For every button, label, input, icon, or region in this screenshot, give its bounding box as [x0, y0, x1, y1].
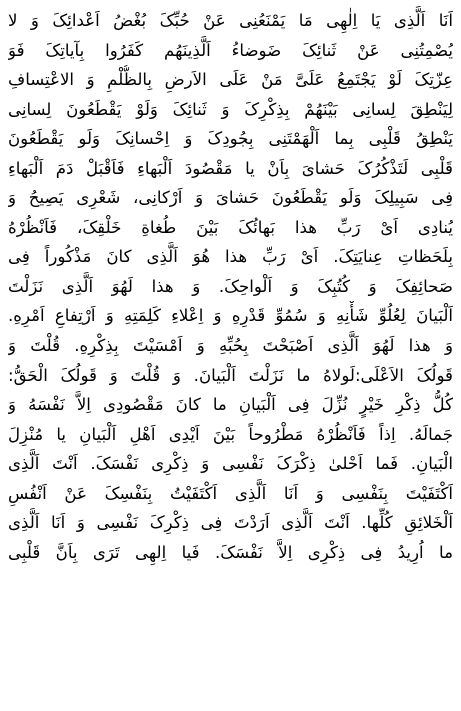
arabic-text-block: [8, 6, 453, 567]
text-line-10: صَحائِفِکَ وَ کُتُبِکَ وَ اَلْواحِکَ. وَ هذا لَهُوَ اَلَّذِی نَزَلْتَ: [8, 276, 453, 296]
text-line-11: اَلْبَیانَ لِعُلُوِّ شَأْنِهِ وَ سُمُوِّ قَدْرِهِ وَ اِعْلاءِ کَلِمَتِهِ وَ اَرْتِفاعِ اَمْرِهِ.: [8, 306, 453, 326]
text-line-16: الْبَیانِ. فَما اَحْلیٰ ذِکْرَکَ نَفْسِی وَ ذِکْرِی نَفْسَکَ. اَنْتَ اَلَّذِی: [8, 454, 453, 474]
text-line-7: فِی سَبِیلِکَ وَلَو یَقْطَعُونَ حَشایَ وَ اَرْکانِی، شَعْرِی یَصِیحُ وَ: [8, 188, 453, 208]
text-line-17: اَکْتَفَیْتَ بِنَفْسِی وَ اَنَا اَلَّذِی اَکْتَفَیْتُ بِنَفْسِکَ عَنْ اَنْفُسِ: [8, 483, 453, 503]
text-line-19: ما اُرِیدُ فِی ذِکْرِی اِلاَّ نَفْسَکَ. فَیا اِلهِی تَرَی بِاَنَّ قَلْبِی: [8, 542, 453, 562]
text-line-5: یَنْطِقُ قَلْبِی بِما اَلْهَمْتَنِی بِجُودِکَ وَ اِحْسانِکَ وَلَو یَقْطَعُونَ: [8, 129, 453, 149]
text-line-8: یُنادِی اَیْ رَبِّ هذا بَهائُکَ بَیْنَ طُغاةِ خَلْقِکَ، فَاَنْظُرْهُ: [8, 217, 453, 237]
text-line-12: وَ هذا لَهُوَ اَلَّذِی اَصْبَحْتَ بِحُبِّهِ وَ اَمْسَیْتَ بِذِکْرِهِ. قُلْتَ وَ: [8, 336, 453, 356]
text-line-9: بِلَحَظاتِ عِنایَتِکَ. اَیْ رَبِّ هذا هُوَ اَلَّذِی کانَ مَذْکُوراً فِی: [8, 247, 453, 267]
text-line-6: قَلْبِی لَتَذْکُرُکَ حَشایَ بِاَنْ یا مَقْصُودَ اَلْبَهاءِ فَاَقْبَلْ دَمَ اَلْبَهاءِ: [8, 158, 453, 178]
text-line-4: لِیَنْطِقَ لِسانِی بَیْنَهُمْ بِذِکْرِکَ وَ ثَنائِکَ وَلَوْ یَقْطَعُونَ لِسانِی: [8, 99, 453, 119]
text-line-15: جَمالَهُ. اِذاً فَاَنْظُرْهُ مَطْرُوحاً بَیْنَ اَیْدِی اَهْلِ اَلْبَیانِ یا مُنْزِلَ: [8, 424, 453, 444]
text-line-1: اَنَا اَلَّذِی یَا اِلٰهِی مَا یَمْنَعُنِی عَنْ حُبِّکَ بُغْضُ اَعْدائِکَ وَ لا: [8, 11, 453, 30]
text-line-3: عِزّتِکَ لَوْ یَجْتَمِعُ عَلَیَّ مَنْ عَلَی الاَرضِ بِالظُّلْمِ وَ الاعْتِسافِ: [8, 70, 453, 90]
text-line-2: یُصْمِتُنِی عَنْ ثَنائِکَ ضَوضاءُ اَلَّذِینَهُم کَفَرُوا بِآیاتِکَ فَوَ: [8, 40, 453, 60]
text-line-13: قَولُکَ الاَعْلَی:لَولاهُ ما نَزَلْتَ اَلْبَیانَ. وَ قُلْتَ وَ قَولُکَ الْحَقُّ:: [8, 365, 453, 385]
text-line-18: اَلْخَلائِقِ کُلِّها. اَنْتَ اَلَّذِی اَرَدْتَ فِی ذِکْرِکَ نَفْسِی وَ اَنَا اَلَّذِی: [8, 513, 453, 533]
text-line-14: کُلُّ ذِکْرِ خَیْرٍ نُزِّلَ فِی اَلْبَیانِ ما کانَ مَقْصُودِی اِلاَّ نَفْسَهُ وَ: [8, 395, 453, 415]
